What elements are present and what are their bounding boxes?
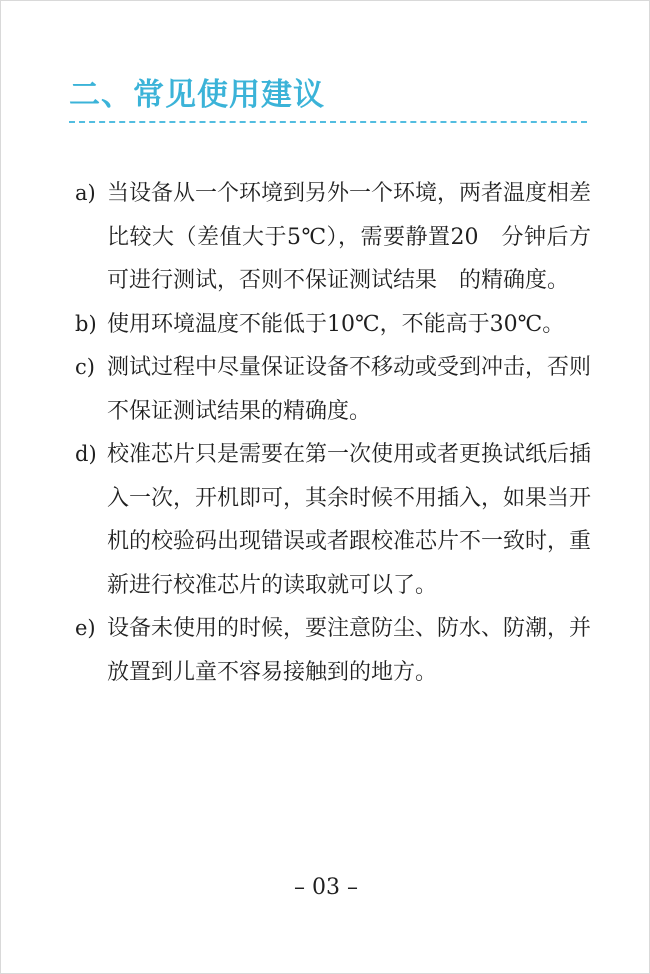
- usage-suggestions-list: [75, 172, 591, 694]
- dashed-divider: [69, 121, 587, 123]
- section-title: 二、常见使用建议: [69, 77, 325, 113]
- list-item-text: 使用环境温度不能低于10℃，不能高于30℃。: [107, 311, 565, 337]
- list-item-text: 当设备从一个环境到另外一个环境，两者温度相差比较大（差值大于5℃），需要静置20 分钟后方可进行测试，否则不保证测试结果 的精确度。: [107, 181, 592, 293]
- list-item-text: 校准芯片只是需要在第一次使用或者更换试纸后插入一次，开机即可，其余时候不用插入，如果当开机的校验码出现错误或者跟校准芯片不一致时，重新进行校准芯片的读取就可以了。: [107, 442, 592, 598]
- list-item-c: [75, 346, 591, 433]
- list-item-d: [75, 433, 591, 607]
- list-item-b: [75, 303, 591, 347]
- list-marker: a): [75, 181, 96, 205]
- page-number: – 03 –: [294, 875, 358, 900]
- list-marker: b): [75, 311, 97, 336]
- list-item-text: 设备未使用的时候，要注意防尘、防水、防潮，并放置到儿童不容易接触到的地方。: [107, 616, 592, 685]
- list-item-a: [75, 172, 591, 303]
- list-item-e: [75, 607, 591, 694]
- list-item-text: 测试过程中尽量保证设备不移动或受到冲击，否则不保证测试结果的精确度。: [107, 355, 592, 424]
- list-marker: d): [75, 442, 97, 466]
- list-marker: c): [75, 355, 95, 379]
- list-marker: e): [75, 616, 96, 640]
